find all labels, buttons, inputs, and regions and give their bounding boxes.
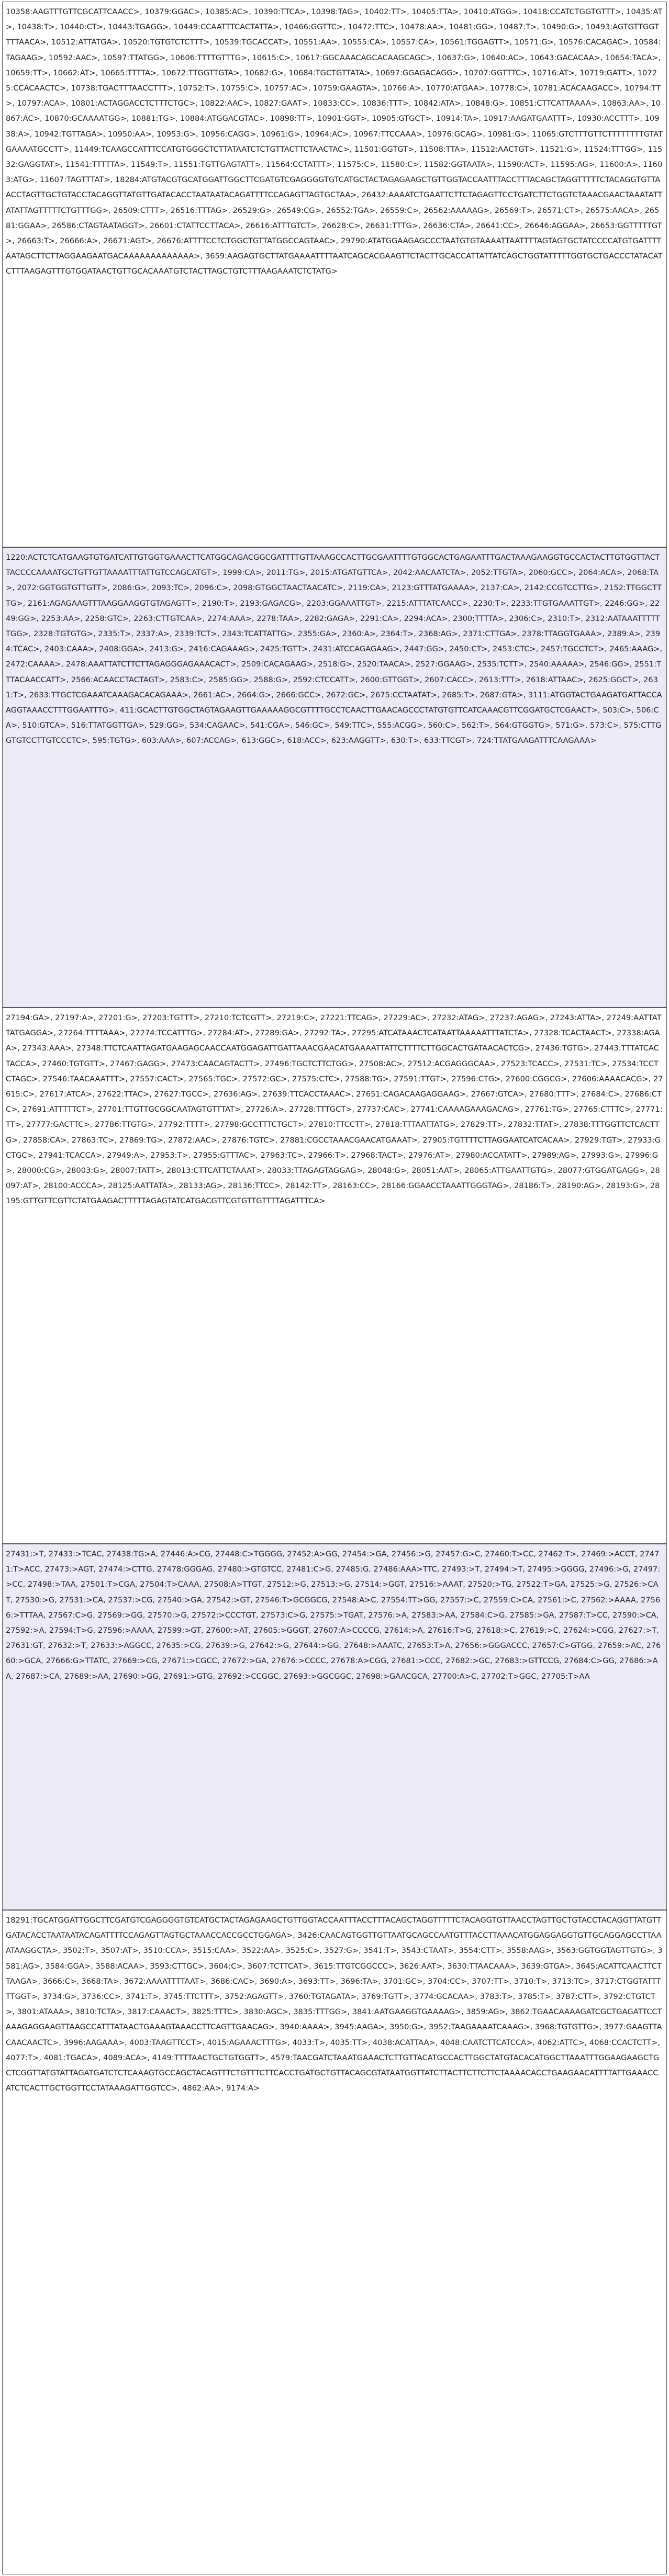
mutation-list: 1220:ACTCTCATGAAGTGTGATCATTGTGGTGAAACTTCATGGCAGACGGCGATTTTGTTAAAGCCACTTGCGAATTTTGTGGCACTGAGAATTTGACTAAAGAAGGTGCCACTACTTGTGGTTACTTACCCCAAAATGCTGTTGTTAAAATTTATTGTCCAGCATGT>, 1999:CA>, 2011:TG>, 2015:ATGATGTTCA>, 2042:AACAATCTA>, 2052:TTGTA>, 2060:GCC>, 2064:ACA>, 2068:TA>, 2072:GGTGGTGTTGTT>, 2086:G>, 2093:TC>, 2096:C>, 2098:GTGGCTAACTAACATC>, 2119:CA>, 2123:GTTTATGAAAA>, 2137:CA>, 2142:CCGTCCTTG>, 2152:TTGGCTTTG>, 2161:AGAGAAGTTTAAGGAAGGTGTAGAGTT>, 2190:T>, 2193:GAGACG>, 2203:GGAAATTGT>, 2215:ATTTATCAACC>, 2230:T>, 2233:TTGTGAAATTGT>, 2246:GG>, 2249:GG>, 2253:AA>, 2258:GTC>, 2263:CTTGTCAA>, 2274:AAA>, 2278:TAA>, 2282:GAGA>, 2291:CA>, 2294:ACA>, 2300:TTTTA>, 2306:C>, 2310:T>, 2312:AATAAATTTTTTGG>, 2328:TGTGTG>, 2335:T>, 2337:A>, 2339:TCT>, 2343:TCATTATTG>, 2355:GA>, 2360:A>, 2364:T>, 2368:AG>, 2371:CTTGA>, 2378:TTAGGTGAAA>, 2389:A>, 2394:TCAC>, 2403:CAAA>, 2408:GGA>, 2413:G>, 2416:CAGAAAG>, 2425:TGTT>, 2431:ATCCAGAGAAG>, 2447:GG>, 2450:CT>, 2453:CTC>, 2457:TGCCTCT>, 2465:AAAG>, 2472:CAAAA>, 2478:AAATTATCTTCTTAGAGGGAGAAACACT>, 2509:CACAGAAG>, 2518:G>, 2520:TAACA>, 2527:GGAAG>, 2535:TCTT>, 2540:AAAAA>, 2546:GG>, 2551:TTTACAACCATT>, 2566:ACAACCTACTAGT>, 2583:C>, 2585:GG>, 2588:G>, 2592:CTCCATT>, 2600:GTTGGT>, 2607:CACC>, 2613:TTT>, 2618:ATTAAC>, 2625:GGCT>, 2631:T>, 2633:TTGCTCGAAATCAAAGACACAGAAA>, 2661:AC>, 2664:G>, 2666:GCC>, 2672:GC>, 2675:CCTAATAT>, 2685:T>, 2687:GTA>, 3111:ATGGTACTGAAGATGATTACCAAGGTAAACCTTTGGAATTTG>, 411:GCACTTGTGGCTAGTAGAAGTTGAAAAAGGCGTTTTGCCTCAACTTGAACAGCCCTATGTGTTCATCAAACGTTCGGATGCTCGAACT>, 503:C>, 506:CA>, 510:GTCA>, 516:TTATGGTTGA>, 529:GG>, 534:CAGAAC>, 541:CGA>, 546:GC>, 549:TTC>, 555:ACGG>, 560:C>, 562:T>, 564:GTGGTG>, 571:G>, 573:C>, 575:CTTGGTGTCCTTGTCCCTC>, 595:TGTG>, 603:AAA>, 607:ACCAG>, 613:GGC>, 618:ACC>, 623:AAGGTT>, 630:T>, 633:TTCGT>, 724:TTATGAAGATTTCAAGAAA> <box>6 553 663 745</box>
mutation-list: 27194:GA>, 27197:A>, 27201:G>, 27203:TGTTT>, 27210:TCTCGTT>, 27219:C>, 27221:TTCAG>, 27229:AC>, 27232:ATAG>, 27237:AGAG>, 27243:ATTA>, 27249:AATTATTATGAGGA>, 27264:TTTTAAA>, 27274:TCCATTTG>, 27284:AT>, 27289:GA>, 27292:TA>, 27295:ATCATAAACTCATAATTAAAAATTTATCTA>, 27328:TCACTAACT>, 27338:AGAA>, 27343:AAA>, 27348:TTCTCAATTAGATGAAGAGCAACCAATGGAGATTGATTAAACGAACATGAAAATTATTCTTTTCTTGGCACTGATAACACTCG>, 27436:TGTG>, 27443:TTTATCACTACCA>, 27460:TGTGTT>, 27467:GAGG>, 27473:CAACAGTACTT>, 27496:TGCTCTTCTGG>, 27508:AC>, 27512:ACGAGGGCAA>, 27523:TCACC>, 27531:TC>, 27534:TCCTCTAGC>, 27546:TAACAAATTT>, 27557:CACT>, 27565:TGC>, 27572:GC>, 27575:CTC>, 27588:TG>, 27591:TTGT>, 27596:CTG>, 27600:CGGCG>, 27606:AAAACACG>, 27615:C>, 27617:ATCA>, 27622:TTAC>, 27627:TGCC>, 27636:AG>, 27639:TTCACCTAAAC>, 27651:CAGACAAGAGGAAG>, 27667:GTCA>, 27680:TTT>, 27684:C>, 27686:CTC>, 27691:ATTTTTCT>, 27701:TTGTTGCGGCAATAGTGTTTAT>, 27726:A>, 27728:TTTGCT>, 27737:CAC>, 27741:CAAAAGAAAGACAG>, 27761:TG>, 27765:CTTTC>, 27771:TT>, 27777:GACTTC>, 27786:TTGTG>, 27792:TTTT>, 27798:GCCTTTCTGCT>, 27810:TTCCTT>, 27818:TTTAATTATG>, 27829:TT>, 27832:TTAT>, 27838:TTTGGTTCTCACTTG>, 27858:CA>, 27863:TC>, 27869:TG>, 27872:AAC>, 27876:TGTC>, 27881:CGCCTAAACGAACATGAAAT>, 27905:TGTTTTCTTAGGAATCATCACAA>, 27929:TGT>, 27933:GCTGC>, 27941:TCACCA>, 27949:A>, 27953:T>, 27955:GTTTAC>, 27963:TC>, 27966:T>, 27968:TACT>, 27976:AT>, 27980:ACCATATT>, 27989:AG>, 27993:G>, 27996:G>, 28000:CG>, 28003:G>, 28007:TATT>, 28013:CTTCATTCTAAAT>, 28033:TTAGAGTAGGAG>, 28048:G>, 28051:AAT>, 28065:ATTGAATTGTG>, 28077:GTGGATGAGG>, 28097:AT>, 28100:ACCCA>, 28125:AATTATA>, 28133:AG>, 28136:TTCC>, 28142:TT>, 28163:CC>, 28166:GGAACCTAAATTGGGTAG>, 28186:T>, 28190:AG>, 28193:G>, 28195:GTTGTTCGTTCTATGAAGACTTTTTAGAGTATCATGACGTTCGTGTTGTTTTAGATTTCA> <box>6 1013 663 1206</box>
mutation-list: 27431:>T, 27433:>TCAC, 27438:TG>A, 27446:A>CG, 27448:C>TGGGG, 27452:A>GG, 27454:>GA, 27456:>G, 27457:G>C, 27460:T>CC, 27462:T>, 27469:>ACCT, 27471:T>ACC, 27473:>AGT, 27474:>CTTG, 27478:GGGAG, 27480:>GTGTCC, 27481:C>G, 27485:G, 27486:AAA>TTC, 27493:>T, 27494:>T, 27495:>GGGG, 27496:>G, 27497:>CC, 27498:>TAA, 27501:T>CGA, 27504:T>CAAA, 27508:A>TTGT, 27512:>G, 27513:>G, 27514:>GGT, 27516:>AAAT, 27520:>TG, 27522:T>GA, 27525:>G, 27526:>CAT, 27530:>G, 27531:>CA, 27537:>CG, 27540:>GA, 27542:>GT, 27546:T>GCGGCG, 27548:A>C, 27554:TT>GG, 27557:>C, 27559:C>CA, 27561:>C, 27562:>AAAA, 27566:>TTTAA, 27567:C>G, 27569:>GG, 27570:>G, 27572:>CCCTGT, 27573:C>G, 27575:>TGAT, 27576:>A, 27583:>AA, 27584:C>G, 27585:>GA, 27587:T>CC, 27590:>CA, 27592:>A, 27594:T>G, 27596:>AAAA, 27599:>GT, 27600:>AT, 27605:>GGGT, 27607:A>CCCCG, 27614:>A, 27616:T>G, 27618:>C, 27619:>C, 27624:>CGG, 27627:>T, 27631:GT, 27632:>T, 27633:>AGGCC, 27635:>CG, 27639:>G, 27642:>G, 27644:>GG, 27648:>AAATC, 27653:T>A, 27656:>GGGACCC, 27657:C>GTGG, 27659:>AC, 27660:>GCA, 27666:G>TTATC, 27669:>CG, 27671:>CGCC, 27672:>GA, 27676:>CCCC, 27678:A>CGG, 27681:>CCC, 27682:>GC, 27683:>GTTCCG, 27684:C>GG, 27686:>AA, 27687:>CA, 27689:>AA, 27690:>GG, 27691:>GTG, 27692:>CCGGC, 27693:>GGCGGC, 27698:>GAACGCA, 27700:A>C, 27702:T>GGC, 27705:T>AA <box>6 1550 661 1681</box>
mutation-list: 18291:TGCATGGATTGGCTTCGATGTCGAGGGGTGTCATGCTACTAGAGAAGCTGTTGGTACCAATTTACCTTTACAGCTAGGTTTTTCTACAGGTGTTAACCTAGTTGCTGTACCTACAGGTTATGTTGATACACCTAATAATACAGATTTTCCAGAGTTAGTGCTAAACCACCGCCTGGAGA>, 3426:CAACAGTGGTTGTTAATGCAGCCAATGTTTACCTTAAACATGGAGGAGGTGTTGCAGGAGCCTTAAATAAGGCTA>, 3502:T>, 3507:AT>, 3510:CCA>, 3515:CAA>, 3522:AA>, 3525:C>, 3527:G>, 3541:T>, 3543:CTAAT>, 3554:CTT>, 3558:AAG>, 3563:GGTGGTAGTTGTG>, 3581:AG>, 3584:GGA>, 3588:ACAA>, 3593:CTTGC>, 3604:C>, 3607:TCTTCAT>, 3615:TTGTCGGCCC>, 3626:AAT>, 3630:TTAACAAA>, 3639:GTGA>, 3645:ACATTCAACTTCTTAAGA>, 3666:C>, 3668:TA>, 3672:AAAATTTTAAT>, 3686:CAC>, 3690:A>, 3693:TT>, 3696:TA>, 3701:GC>, 3704:CC>, 3707:TT>, 3710:T>, 3713:TC>, 3717:CTGGTATTTTTGGT>, 3734:G>, 3736:CC>, 3741:T>, 3745:TTCTTT>, 3752:AGAGTT>, 3760:TGTAGATA>, 3769:TGTT>, 3774:GCACAA>, 3783:T>, 3785:T>, 3787:CTT>, 3792:CTGTCT>, 3801:ATAAA>, 3810:TCTA>, 3817:CAAACT>, 3825:TTTC>, 3830:AGC>, 3835:TTTGG>, 3841:AATGAAGGTGAAAAG>, 3859:AG>, 3862:TGAACAAAAGATCGCTGAGATTCCTAAAGAGGAAGTTAAGCCATTTATAACTGAAAGTAAACCTTCAGTTGAACAG>, 3940:AAAA>, 3945:AAGA>, 3950:G>, 3952:TAAGAAAATCAAAG>, 3968:TGTGTTG>, 3977:GAAGTTACAACAACTC>, 3996:AAGAAA>, 4003:TAAGTTCCT>, 4015:AGAAACTTTG>, 4033:T>, 4035:TT>, 4038:ACATTAA>, 4048:CAATCTTCATCCA>, 4062:ATTC>, 4068:CCACTCTT>, 4077:T>, 4081:TGACA>, 4089:ACA>, 4149:TTTTAACTGCTGTGGTT>, 4579:TAACGATCTAAATGAAACTCTTGTTACATGCCACTTGGCTATGTACACATGGCTTAAATTTGGAAGAAGCTGCTCGGTTATGTATTAGATGATCTCTCAAAGTGCCAGCTACAGTTTCTGTTTCTTCACCTGATGCTGTTACAGCGTATAATGGTTATCTTACTTCTTCTTCTAAAACACCTGAAGAACATTTTATTGAAACCATCTCACTTGCTGGTTCCTATAAAGATTGGTCC>, 4862:AA>, 9174:A> <box>6 1916 663 2093</box>
mutation-block-4 <box>2 1544 667 1910</box>
mutation-block-1 <box>2 2 667 547</box>
mutation-block-3 <box>2 1008 667 1544</box>
mutation-block-5 <box>2 1910 667 2574</box>
mutation-list: 10358:AAGTTTGTTCGCATTCAACC>, 10379:GGAC>, 10385:AC>, 10390:TTCA>, 10398:TAG>, 10402:TT>, 10405:TTA>, 10410:ATGG>, 10418:CCATCTGGTGTTT>, 10435:AT>, 10438:T>, 10440:CT>, 10443:TGAGG>, 10449:CCAATTTCACTATTA>, 10466:GGTTC>, 10472:TTC>, 10478:AA>, 10481:GG>, 10487:T>, 10490:G>, 10493:AGTGTTGGTTTTAACA>, 10512:ATTATGA>, 10520:TGTGTCTCTTT>, 10539:TGCACCAT>, 10551:AA>, 10555:CA>, 10557:CA>, 10561:TGGAGTT>, 10571:G>, 10576:CACAGAC>, 10584:TAGAAG>, 10592:AAC>, 10597:TTATGG>, 10606:TTTTGTTTG>, 10615:C>, 10617:GGCAAACAGCACAAGCAGC>, 10637:G>, 10640:AC>, 10643:GACACAA>, 10654:TACA>, 10659:TT>, 10662:AT>, 10665:TTTTA>, 10672:TTGGTTGTA>, 10682:G>, 10684:TGCTGTTATA>, 10697:GGAGACAGG>, 10707:GGTTTC>, 10716:AT>, 10719:GATT>, 10725:CCACAACTC>, 10738:TGACTTTAACCTTT>, 10752:T>, 10755:C>, 10757:AC>, 10759:GAAGTA>, 10766:A>, 10770:ATGAA>, 10778:C>, 10781:ACACAAGACC>, 10794:TT>, 10797:ACA>, 10801:ACTAGGACCTCTTTCTGC>, 10822:AAC>, 10827:GAAT>, 10833:CC>, 10836:TTT>, 10842:ATA>, 10848:G>, 10851:CTTCATTAAAA>, 10863:AA>, 10867:AC>, 10870:GCAAAATGG>, 10881:TG>, 10884:ATGGACGTAC>, 10898:TT>, 10901:GGT>, 10905:GTGCT>, 10914:TA>, 10917:AAGATGAATTT>, 10930:ACCTTT>, 10938:A>, 10942:TGTTAGA>, 10950:AA>, 10953:G>, 10956:CAGG>, 10961:G>, 10964:AC>, 10967:TTCCAAA>, 10976:GCAG>, 10981:G>, 11065:GTCTTTGTTCTTTTTTTTGTATGAAAATGCCTT>, 11449:TCAAGCCATTTCCATGTGGGCTCTTATAATCTCTGTTACTTCTAACTAC>, 11501:GGTGT>, 11508:TTA>, 11512:AACTGT>, 11521:G>, 11524:TTTGG>, 11532:GAGGTAT>, 11541:TTTTTA>, 11549:T>, 11551:TGTTGAGTATT>, 11564:CCTATTT>, 11575:C>, 11580:C>, 11582:GGTAATA>, 11590:ACT>, 11595:AG>, 11600:A>, 11603:ATG>, 11607:TAGTTTAT>, 18284:ATGTACGTGCATGGATTGGCTTCGATGTCGAGGGGTGTCATGCTACTAGAGAAGCTGTTGGTACCAATTTACCTTTACAGCTAGGTTTTTCTACAGGTGTTAACCTAGTTGCTGTACCTACAGGTTATGTTGATACACCTAATAATACAGATTTTCCAGAGTTAGTGCTAA>, 26432:AAAATCTGAATTCTTCTAGAGTTCCTGATCTTCTGGTCTAAACGAACTAAATATTATATTAGTTTTTCTGTTTGG>, 26509:CTTT>, 26516:TTTAG>, 26529:G>, 26549:CG>, 26552:TGA>, 26559:C>, 26562:AAAAAG>, 26569:T>, 26571:CT>, 26575:AACA>, 26581:GGAA>, 26586:CTAGTAATAGGT>, 26601:CTATTCCTTACA>, 26616:ATTTGTCT>, 26628:C>, 26631:TTTG>, 26636:CTA>, 26641:CC>, 26646:AGGAA>, 26653:GGTTTTTGT>, 26663:T>, 26666:A>, 26671:AGT>, 26676:ATTTTCCTCTGGCTGTTATGGCCAGTAAC>, 29790:ATATGGAAGAGCCCTAATGTGTAAAATTAATTTTAGTAGTGCTATCCCCATGTGATTTTAATAGCTTCTTAGGAAGAATGACAAAAAAAAAAAAA>, 3659:AAGAGTGCTTATGAAAATTTTAATCAGCACGAAGTTCTACTTGCACCATTATTATCAGCTGGTATTTTTGGTGCTGACCCTATACATCTTTAAGAGTTTGTGGATAACTGTTGCACAAATGTCTACTTAGCTGTCTTTAAGAAATCTCTATG> <box>6 7 663 276</box>
mutation-block-2 <box>2 547 667 1008</box>
